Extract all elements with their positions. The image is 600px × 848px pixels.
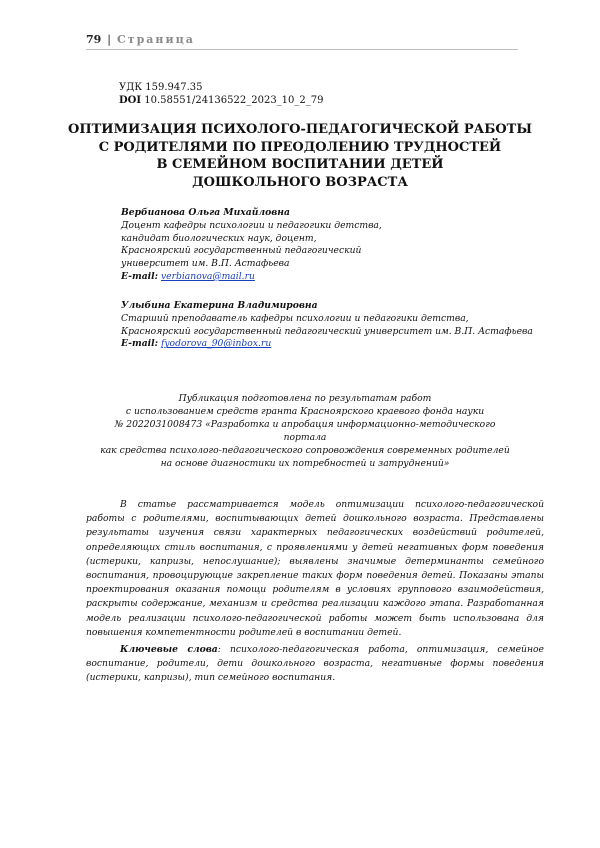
author-affiliation-line: Красноярский государственный педагогический университет им. В.П. Астафьева [121, 325, 533, 337]
author-email-link[interactable]: fyodorova_90@inbox.ru [160, 338, 272, 350]
article-metadata [119, 81, 324, 107]
email-label: E-mail: [121, 338, 159, 350]
grant-line: Публикация подготовлена по результатам работ [178, 393, 432, 404]
grant-line: № 2022031008473 «Разработка и апробация информационно-методического портала [114, 419, 496, 443]
article-title [60, 121, 540, 191]
author-affiliation-line: Старший преподаватель кафедры психологии и педагогики детства, [121, 312, 469, 324]
running-header [86, 33, 518, 50]
author-email-line [121, 271, 382, 284]
header-separator: | [107, 33, 112, 46]
author-affiliation-line: университет им. В.П. Астафьева [121, 258, 290, 270]
keywords-label: Ключевые слова [120, 644, 218, 655]
abstract-paragraph: В статье рассматривается модель оптимизации психолого-педагогической работы с родителями, воспитывающих детей дошкольного возраста. Представлены результаты изучения связи характерных педагогических воздействий родителей, определяющих стиль воспитания, с проявлениями у детей негативных форм поведения (истерики, капризы, непослушание); выявлены значимые детерминанты семейного воспитания, провоцирующие закрепление таких форм поведения детей. Показаны этапы проектирования оказания помощи родителям в условиях группового взаимодействия, раскрыты содержание, механизм и средства реализации каждого этапа. Разработанная модель реализации психолого-педагогической работы может быть использована для повышения компетентности родителей в воспитании детей. [86, 499, 544, 638]
author-affiliation-line: кандидат биологических наук, доцент, [121, 232, 317, 244]
author-name: Вербианова Ольга Михайловна [121, 207, 290, 218]
author-affiliation-line: Красноярский государственный педагогический [121, 245, 362, 257]
title-line: В СЕМЕЙНОМ ВОСПИТАНИИ ДЕТЕЙ [156, 157, 444, 172]
keywords-paragraph [86, 643, 544, 686]
email-label: E-mail: [121, 270, 159, 282]
grant-line: с использованием средств гранта Красноярского краевого фонда науки [125, 406, 485, 417]
author-email-link[interactable]: verbianova@mail.ru [160, 270, 255, 282]
page-number: 79 [86, 33, 102, 46]
grant-line: как средства психолого-педагогического сопровождения современных родителей [100, 445, 510, 456]
udc-code: УДК 159.947.35 [119, 82, 203, 93]
page-word: Страница [117, 33, 195, 46]
author-name: Улыбина Екатерина Владимировна [121, 300, 318, 311]
title-line: ДОШКОЛЬНОГО ВОЗРАСТА [192, 174, 408, 190]
author-affiliation-line: Доцент кафедры психологии и педагогики детства, [121, 219, 382, 231]
doi-label: DOI [119, 95, 142, 106]
author-block [121, 207, 382, 284]
title-line: С РОДИТЕЛЯМИ ПО ПРЕОДОЛЕНИЮ ТРУДНОСТЕЙ [98, 139, 502, 155]
keywords-text: : психолого-педагогическая работа, оптимизация, семейное воспитание, родители, дети дошкольного возраста, негативные формы поведения (истерики, капризы), тип семейного воспитания. [86, 644, 544, 684]
grant-note [96, 392, 514, 470]
author-email-line [121, 338, 533, 351]
grant-line: на основе диагностики их потребностей и затруднений» [160, 458, 450, 469]
doi-value: 10.58551/24136522_2023_10_2_79 [144, 95, 324, 106]
title-line: ОПТИМИЗАЦИЯ ПСИХОЛОГО-ПЕДАГОГИЧЕСКОЙ РАБОТЫ [68, 122, 532, 137]
author-block [121, 300, 533, 351]
doi-line [119, 94, 324, 107]
